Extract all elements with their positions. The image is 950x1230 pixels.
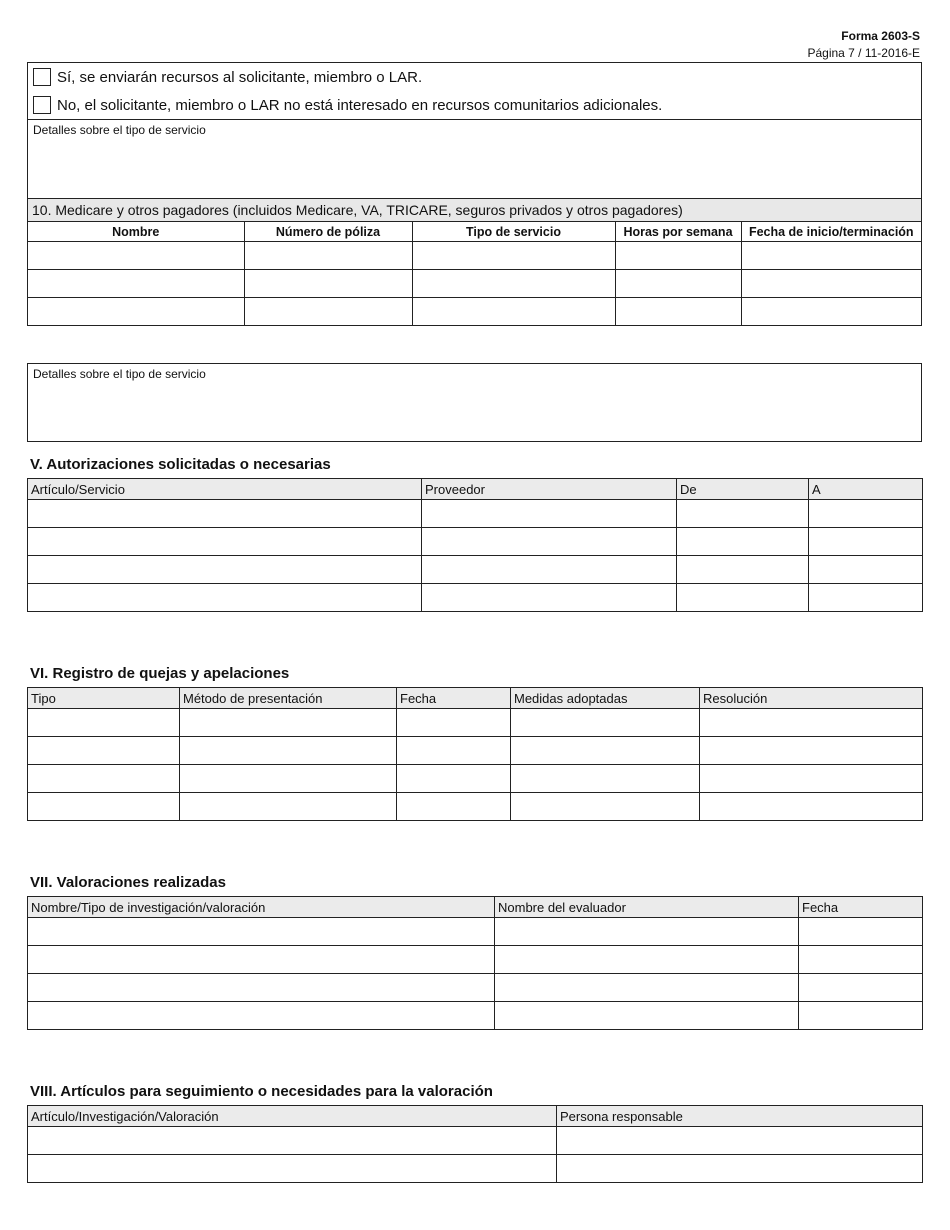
- table-cell[interactable]: [511, 793, 700, 821]
- table-cell[interactable]: [799, 918, 923, 946]
- table-row: [28, 709, 923, 737]
- table-row: [28, 1127, 923, 1155]
- table-cell[interactable]: [28, 709, 180, 737]
- form-number: Forma 2603-S: [841, 29, 920, 43]
- table-cell[interactable]: [244, 298, 412, 326]
- table-row: [28, 1002, 923, 1030]
- table-cell[interactable]: [809, 584, 923, 612]
- table-cell[interactable]: [422, 584, 677, 612]
- section-5-title: V. Autorizaciones solicitadas o necesarias: [30, 456, 331, 473]
- table-header-row: [28, 1106, 923, 1127]
- column-header: Horas por semana: [615, 222, 741, 242]
- option-yes-label: Sí, se enviarán recursos al solicitante, miembro o LAR.: [57, 68, 423, 86]
- table-cell[interactable]: [799, 1002, 923, 1030]
- section-8-title: VIII. Artículos para seguimiento o necesidades para la valoración: [30, 1083, 493, 1100]
- service-details-label-2: Detalles sobre el tipo de servicio: [33, 367, 206, 381]
- table-row: [28, 918, 923, 946]
- table-cell[interactable]: [28, 298, 244, 326]
- column-header: Nombre: [28, 222, 244, 242]
- column-header: Tipo: [28, 688, 180, 709]
- table-cell[interactable]: [677, 584, 809, 612]
- table-cell[interactable]: [741, 270, 921, 298]
- column-header: Tipo de servicio: [412, 222, 615, 242]
- table-cell[interactable]: [511, 737, 700, 765]
- table-cell[interactable]: [28, 793, 180, 821]
- table-cell[interactable]: [741, 242, 921, 270]
- section-5-table: [27, 478, 923, 612]
- resources-box: [27, 62, 922, 326]
- column-header: Fecha de inicio/terminación: [741, 222, 921, 242]
- table-cell[interactable]: [422, 500, 677, 528]
- table-cell[interactable]: [799, 946, 923, 974]
- table-cell[interactable]: [700, 765, 923, 793]
- table-cell[interactable]: [495, 918, 799, 946]
- table-cell[interactable]: [28, 242, 244, 270]
- table-cell[interactable]: [809, 500, 923, 528]
- table-cell[interactable]: [28, 737, 180, 765]
- table-row: [28, 1155, 923, 1183]
- option-yes-checkbox[interactable]: [33, 68, 51, 86]
- table-cell[interactable]: [677, 528, 809, 556]
- table-row: [28, 946, 923, 974]
- table-cell[interactable]: [28, 556, 422, 584]
- column-header: Proveedor: [422, 479, 677, 500]
- table-cell[interactable]: [511, 709, 700, 737]
- table-cell[interactable]: [244, 270, 412, 298]
- table-cell[interactable]: [809, 556, 923, 584]
- table-row: [28, 765, 923, 793]
- column-header: Método de presentación: [180, 688, 397, 709]
- table-row: [28, 737, 923, 765]
- table-cell[interactable]: [180, 765, 397, 793]
- column-header: De: [677, 479, 809, 500]
- option-yes-row: [28, 63, 921, 91]
- service-details-field[interactable]: [28, 119, 921, 198]
- column-header: Nombre/Tipo de investigación/valoración: [28, 897, 495, 918]
- table-cell[interactable]: [495, 1002, 799, 1030]
- service-details-box[interactable]: [27, 363, 922, 442]
- column-header: A: [809, 479, 923, 500]
- table-cell[interactable]: [397, 765, 511, 793]
- option-no-label: No, el solicitante, miembro o LAR no está interesado en recursos comunitarios adicionales.: [57, 96, 663, 114]
- table-row: [28, 500, 923, 528]
- option-no-row: [28, 91, 921, 119]
- column-header: Artículo/Investigación/Valoración: [28, 1106, 557, 1127]
- table-cell[interactable]: [180, 737, 397, 765]
- option-no-checkbox[interactable]: [33, 96, 51, 114]
- service-details-label: Detalles sobre el tipo de servicio: [33, 123, 206, 137]
- table-cell[interactable]: [28, 528, 422, 556]
- table-cell[interactable]: [28, 765, 180, 793]
- table-row: [28, 556, 923, 584]
- page-info: Página 7 / 11-2016-E: [807, 46, 920, 60]
- column-header: Persona responsable: [557, 1106, 923, 1127]
- table-row: [28, 974, 923, 1002]
- table-cell[interactable]: [809, 528, 923, 556]
- section-8-table: [27, 1105, 923, 1183]
- table-cell[interactable]: [495, 974, 799, 1002]
- table-cell[interactable]: [244, 242, 412, 270]
- table-row: [28, 584, 923, 612]
- table-cell[interactable]: [28, 1155, 557, 1183]
- section-6-title: VI. Registro de quejas y apelaciones: [30, 665, 290, 682]
- table-row: [28, 242, 921, 270]
- table-row: [28, 528, 923, 556]
- table-cell[interactable]: [700, 793, 923, 821]
- table-cell[interactable]: [397, 793, 511, 821]
- column-header: Resolución: [700, 688, 923, 709]
- table-cell[interactable]: [28, 500, 422, 528]
- table-cell[interactable]: [557, 1127, 923, 1155]
- table-cell[interactable]: [28, 1002, 495, 1030]
- table-cell[interactable]: [422, 528, 677, 556]
- table-cell[interactable]: [397, 709, 511, 737]
- table-cell[interactable]: [615, 270, 741, 298]
- table-cell[interactable]: [28, 270, 244, 298]
- form-header: [807, 28, 920, 62]
- column-header: Fecha: [397, 688, 511, 709]
- table-cell[interactable]: [700, 737, 923, 765]
- table-cell[interactable]: [28, 1127, 557, 1155]
- column-header: Artículo/Servicio: [28, 479, 422, 500]
- table-cell[interactable]: [741, 298, 921, 326]
- table-cell[interactable]: [511, 765, 700, 793]
- table-cell[interactable]: [422, 556, 677, 584]
- column-header: Nombre del evaluador: [495, 897, 799, 918]
- table-header-row: [28, 897, 923, 918]
- table-row: [28, 793, 923, 821]
- column-header: Fecha: [799, 897, 923, 918]
- section-10-title: 10. Medicare y otros pagadores (incluidos Medicare, VA, TRICARE, seguros privados y otros pagadores): [28, 198, 921, 221]
- table-cell[interactable]: [28, 584, 422, 612]
- table-cell[interactable]: [28, 974, 495, 1002]
- table-header-row: [28, 479, 923, 500]
- table-cell[interactable]: [412, 298, 615, 326]
- table-header-row: [28, 688, 923, 709]
- table-cell[interactable]: [799, 974, 923, 1002]
- section-10-table: [28, 221, 921, 326]
- table-cell[interactable]: [412, 242, 615, 270]
- table-cell[interactable]: [180, 793, 397, 821]
- table-cell[interactable]: [615, 298, 741, 326]
- table-row: [28, 298, 921, 326]
- table-cell[interactable]: [495, 946, 799, 974]
- table-cell[interactable]: [180, 709, 397, 737]
- column-header: Número de póliza: [244, 222, 412, 242]
- table-cell[interactable]: [397, 737, 511, 765]
- table-header-row: [28, 222, 921, 242]
- table-cell[interactable]: [677, 500, 809, 528]
- section-6-table: [27, 687, 923, 821]
- table-cell[interactable]: [412, 270, 615, 298]
- table-cell[interactable]: [677, 556, 809, 584]
- table-cell[interactable]: [615, 242, 741, 270]
- section-7-title: VII. Valoraciones realizadas: [30, 874, 226, 891]
- table-cell[interactable]: [28, 918, 495, 946]
- column-header: Medidas adoptadas: [511, 688, 700, 709]
- table-cell[interactable]: [557, 1155, 923, 1183]
- table-cell[interactable]: [700, 709, 923, 737]
- table-cell[interactable]: [28, 946, 495, 974]
- section-7-table: [27, 896, 923, 1030]
- table-row: [28, 270, 921, 298]
